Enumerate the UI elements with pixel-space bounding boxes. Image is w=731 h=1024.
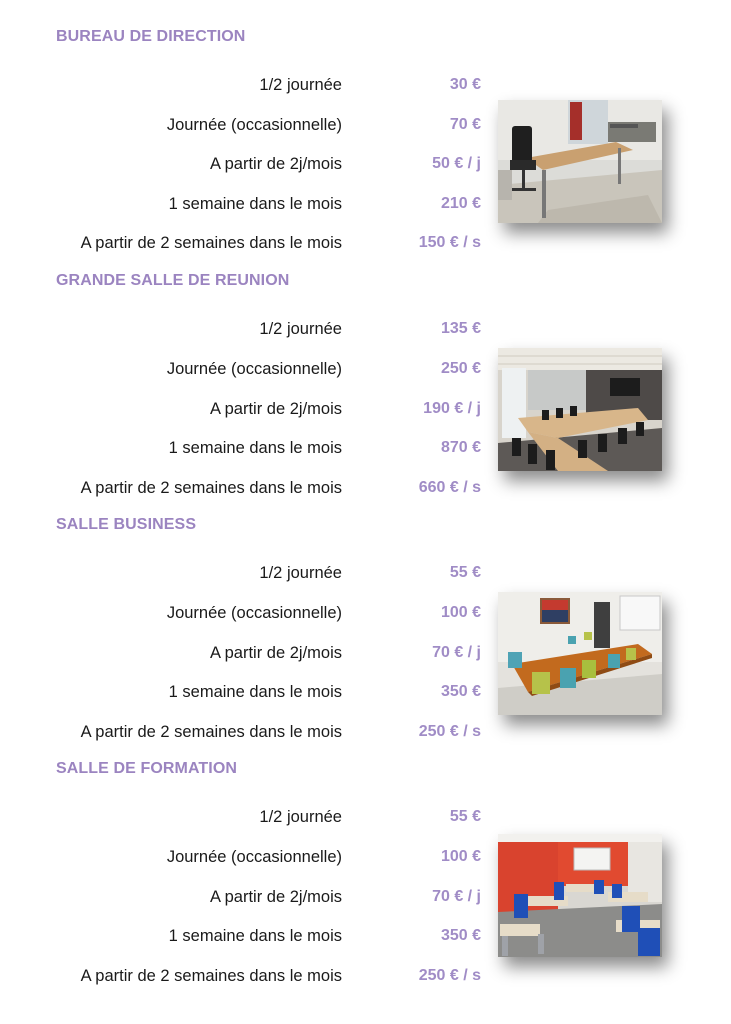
training-room-photo bbox=[498, 834, 662, 957]
price-row bbox=[0, 234, 731, 258]
row-price: 250 € / s bbox=[418, 967, 481, 984]
price-row bbox=[0, 808, 731, 832]
office-desk-photo bbox=[498, 100, 662, 223]
section-title: GRANDE SALLE DE REUNION bbox=[56, 272, 290, 289]
row-label: Journée (occasionnelle) bbox=[166, 604, 342, 622]
row-label: A partir de 2 semaines dans le mois bbox=[80, 967, 342, 985]
row-label: A partir de 2j/mois bbox=[209, 644, 342, 662]
row-price: 660 € / s bbox=[418, 479, 481, 496]
row-price: 55 € bbox=[449, 564, 481, 581]
row-label: Journée (occasionnelle) bbox=[166, 116, 342, 134]
row-label: 1/2 journée bbox=[259, 76, 342, 94]
row-price: 70 € bbox=[449, 116, 481, 133]
row-label: Journée (occasionnelle) bbox=[166, 360, 342, 378]
row-price: 350 € bbox=[440, 683, 481, 700]
row-label: 1 semaine dans le mois bbox=[168, 439, 342, 457]
row-label: A partir de 2j/mois bbox=[209, 155, 342, 173]
row-price: 70 € / j bbox=[432, 644, 481, 661]
row-price: 55 € bbox=[449, 808, 481, 825]
row-price: 50 € / j bbox=[432, 155, 481, 172]
price-row bbox=[0, 564, 731, 588]
row-price: 135 € bbox=[440, 320, 481, 337]
price-row bbox=[0, 320, 731, 344]
row-price: 250 € / s bbox=[418, 723, 481, 740]
row-label: A partir de 2j/mois bbox=[209, 888, 342, 906]
row-price: 70 € / j bbox=[432, 888, 481, 905]
row-label: 1 semaine dans le mois bbox=[168, 683, 342, 701]
row-label: A partir de 2j/mois bbox=[209, 400, 342, 418]
section-title: SALLE DE FORMATION bbox=[56, 760, 238, 777]
row-price: 870 € bbox=[440, 439, 481, 456]
row-label: 1/2 journée bbox=[259, 320, 342, 338]
price-row bbox=[0, 723, 731, 747]
row-label: Journée (occasionnelle) bbox=[166, 848, 342, 866]
meeting-room-photo bbox=[498, 348, 662, 471]
row-label: A partir de 2 semaines dans le mois bbox=[80, 234, 342, 252]
row-label: 1 semaine dans le mois bbox=[168, 927, 342, 945]
row-price: 100 € bbox=[440, 604, 481, 621]
business-room-photo bbox=[498, 592, 662, 715]
row-price: 250 € bbox=[440, 360, 481, 377]
row-price: 350 € bbox=[440, 927, 481, 944]
row-label: A partir de 2 semaines dans le mois bbox=[80, 723, 342, 741]
row-label: A partir de 2 semaines dans le mois bbox=[80, 479, 342, 497]
row-label: 1/2 journée bbox=[259, 808, 342, 826]
price-row bbox=[0, 479, 731, 503]
row-price: 100 € bbox=[440, 848, 481, 865]
price-row bbox=[0, 76, 731, 100]
row-price: 150 € / s bbox=[418, 234, 481, 251]
section-title: BUREAU DE DIRECTION bbox=[56, 28, 246, 45]
row-price: 190 € / j bbox=[423, 400, 481, 417]
row-price: 210 € bbox=[440, 195, 481, 212]
row-price: 30 € bbox=[449, 76, 481, 93]
section-title: SALLE BUSINESS bbox=[56, 516, 197, 533]
row-label: 1 semaine dans le mois bbox=[168, 195, 342, 213]
price-row bbox=[0, 967, 731, 991]
row-label: 1/2 journée bbox=[259, 564, 342, 582]
